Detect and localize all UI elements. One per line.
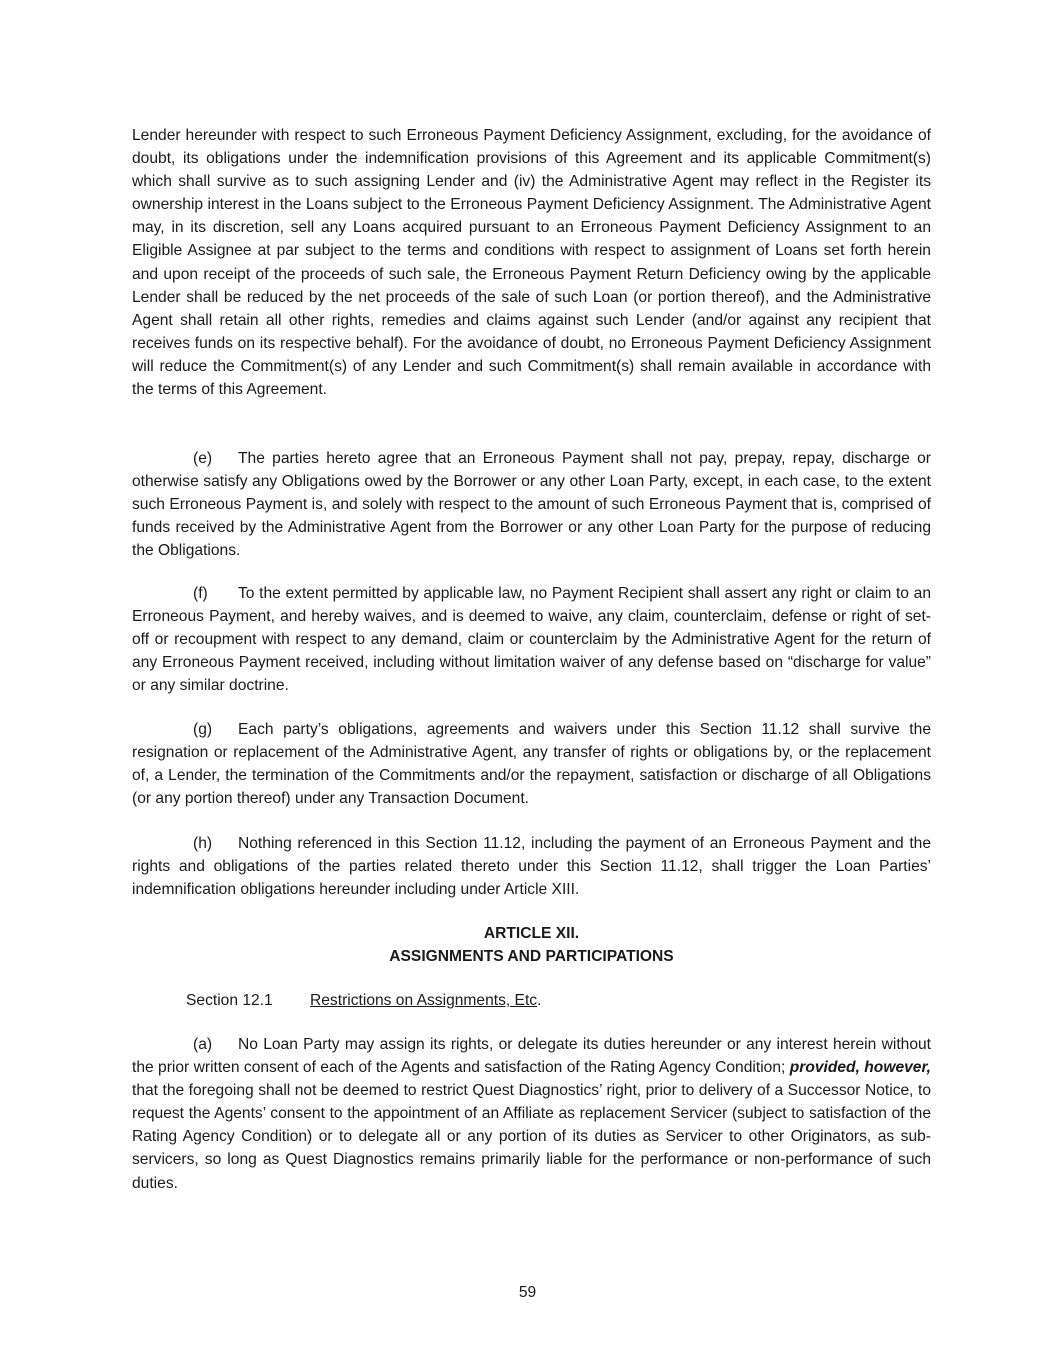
page-number: 59 bbox=[518, 1284, 537, 1301]
clause-e bbox=[132, 447, 931, 562]
clause-e-label: (e) bbox=[193, 450, 213, 467]
article-number: ARTICLE XII. bbox=[483, 925, 580, 942]
clause-f-label: (f) bbox=[193, 585, 208, 602]
continuation-paragraph: Lender hereunder with respect to such Erroneous Payment Deficiency Assignment, excluding, for the avoidance of doubt, its obligations under the indemnification provisions of this Agreement and its applicable Commitment(s) which shall survive as to such assigning Lender and (iv) the Administrative Agent may reflect in the Register its ownership interest in the Loans subject to the Erroneous Payment Deficiency Assignment. The Administrative Agent may, in its discretion, sell any Loans acquired pursuant to an Erroneous Payment Deficiency Assignment to an Eligible Assignee at par subject to the terms and conditions with respect to assignment of Loans set forth herein and upon receipt of the proceeds of such sale, the Erroneous Payment Return Deficiency owing by the applicable Lender shall be reduced by the net proceeds of the sale of such Loan (or portion thereof), and the Administrative Agent shall retain all other rights, remedies and claims against such Lender (and/or against any recipient that receives funds on its respective behalf). For the avoidance of doubt, no Erroneous Payment Deficiency Assignment will reduce the Commitment(s) of any Lender and such Commitment(s) shall remain available in accordance with the terms of this Agreement. bbox=[132, 127, 931, 399]
clause-f-text: To the extent permitted by applicable law, no Payment Recipient shall assert any right or claim to an Erroneous Payment, and hereby waives, and is deemed to waive, any claim, counterclaim, defense or right of set-off or recoupment with respect to any demand, claim or counterclaim by the Administrative Agent for the return of any Erroneous Payment received, including without limitation waiver of any defense based on “discharge for value” or any similar doctrine. bbox=[132, 585, 931, 695]
clause-h-text: Nothing referenced in this Section 11.12, including the payment of an Erroneous Payment and the rights and obligations of the parties related thereto under this Section 11.12, shall trigger the Loan Parties’ indemnification obligations hereunder including under Article XIII. bbox=[132, 835, 931, 899]
clause-e-text: The parties hereto agree that an Erroneous Payment shall not pay, prepay, repay, discharge or otherwise satisfy any Obligations owed by the Borrower or any other Loan Party, except, in each case, to the extent such Erroneous Payment is, and solely with respect to the amount of such Erroneous Payment that is, comprised of funds received by the Administrative Agent from the Borrower or any other Loan Party for the purpose of reducing the Obligations. bbox=[132, 450, 931, 560]
clause-h-label: (h) bbox=[193, 835, 213, 852]
clause-a-label: (a) bbox=[193, 1036, 213, 1053]
clause-a-proviso: provided, however, bbox=[789, 1059, 932, 1077]
section-title-period: . bbox=[537, 992, 542, 1009]
clause-g bbox=[132, 718, 931, 810]
section-heading bbox=[186, 989, 541, 1012]
section-title: Restrictions on Assignments, Etc bbox=[310, 992, 538, 1009]
clause-f bbox=[132, 582, 931, 697]
clause-a-text-after: that the foregoing shall not be deemed to restrict Quest Diagnostics’ right, prior to delivery of a Successor Notice, to request the Agents’ consent to the appointment of an Affiliate as replacement Servicer (subject to satisfaction of the Rating Agency Condition) or to delegate all or any portion of its duties as Servicer to other Originators, as sub-servicers, so long as Quest Diagnostics remains primarily liable for the performance or non-performance of such duties. bbox=[132, 1082, 931, 1192]
clause-g-label: (g) bbox=[193, 721, 213, 738]
clause-a bbox=[132, 1033, 931, 1195]
section-number: Section 12.1 bbox=[186, 992, 273, 1009]
clause-g-text: Each party’s obligations, agreements and waivers under this Section 11.12 shall survive the resignation or replacement of the Administrative Agent, any transfer of rights or obligations by, or the replacement of, a Lender, the termination of the Commitments and/or the repayment, satisfaction or discharge of all Obligations (or any portion thereof) under any Transaction Document. bbox=[132, 721, 931, 808]
clause-a-text-before: No Loan Party may assign its rights, or delegate its duties hereunder or any interest herein without the prior written consent of each of the Agents and satisfaction of the Rating Agency Condition; bbox=[132, 1036, 931, 1077]
clause-h bbox=[132, 832, 931, 901]
article-title: ASSIGNMENTS AND PARTICIPATIONS bbox=[389, 948, 674, 965]
